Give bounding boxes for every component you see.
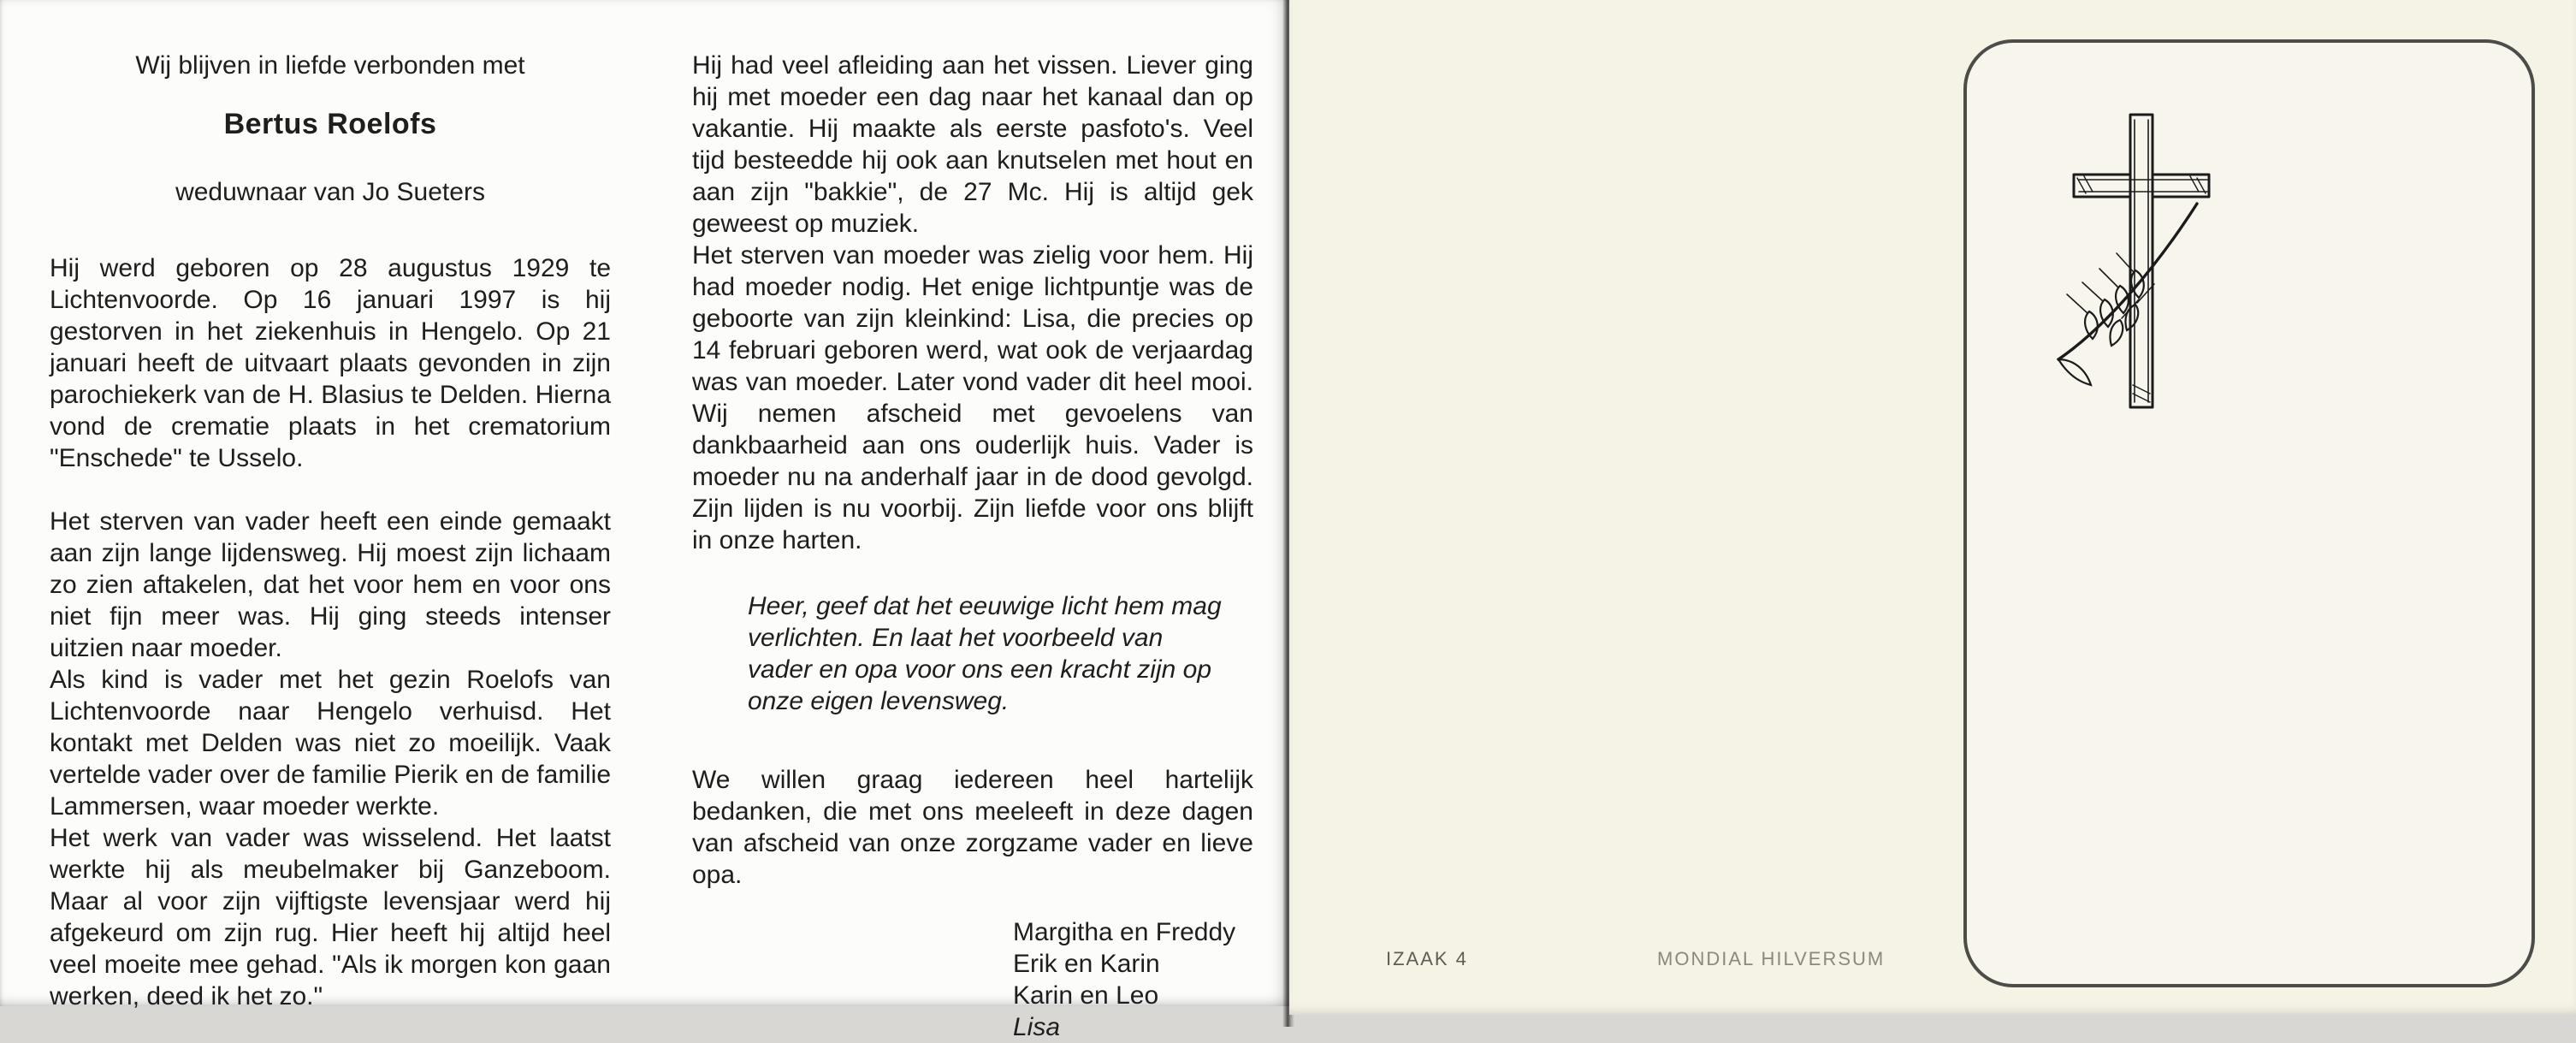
- publisher-code: IZAAK 4: [1386, 948, 1468, 969]
- cross-with-wheat-icon: [2029, 103, 2252, 428]
- biography-paragraph: Het sterven van vader heeft een einde gemaakt aan zijn lange lijdensweg. Hij moest zijn lichaam zo zien aftakelen, dat het voor hem en voor ons niet fijn meer was. Hij ging steeds intenser uitzien naar moeder.: [50, 507, 611, 662]
- biography-paragraph: Het werk van vader was wisselend. Het laatst werkte hij als meubelmaker bij Ganzeboom. Maar al voor zijn vijftigste levensjaar werd hij afgekeurd om zijn rug. Hier heeft hij altijd heel veel moeite mee gehad. "Als ik morgen kon gaan werken, deed ik het zo.": [50, 824, 611, 1010]
- publisher-name: MONDIAL HILVERSUM: [1657, 948, 1886, 969]
- prayer-text: Heer, geef dat het eeuwige licht hem mag verlichten. En laat het voorbeeld van vader en opa voor ons een kracht zijn op onze eigen levensweg.: [748, 592, 1222, 715]
- intro-line: Wij blijven in liefde verbonden met: [135, 51, 525, 80]
- biography-paragraph: Het sterven van moeder was zielig voor hem. Hij had moeder nodig. Het enige lichtpuntje was de geboorte van zijn kleinkind: Lisa, die precies op 14 februari geboren werd, wat ook de verjaardag was van moeder. Later vond vader dit heel mooi. Wij nemen afscheid met gevoelens van dankbaarheid aan ons ouderlijk huis. Vader is moeder nu na anderhalf jaar in de dood gevolgd. Zijn lijden is nu voorbij. Zijn liefde voor ons blijft in onze harten.: [692, 241, 1253, 554]
- signature-name: Karin en Leo: [1013, 981, 1159, 1010]
- biography-paragraph: Hij had veel afleiding aan het vissen. Liever ging hij met moeder een dag naar het kanaal dan op vakantie. Hij maakte als eerste pasfoto's. Veel tijd besteedde hij ook aan knutselen met hout en aan zijn "bakkie", de 27 Mc. Hij is altijd gek geweest op muziek.: [692, 51, 1253, 238]
- thanks-paragraph: We willen graag iedereen heel hartelijk bedanken, die met ons meeleeft in deze dagen van afscheid van onze zorgzame vader en lieve opa.: [692, 766, 1253, 889]
- biography-paragraph: Als kind is vader met het gezin Roelofs van Lichtenvoorde naar Hengelo verhuisd. Het kontakt met Delden was niet zo moeilijk. Vaak vertelde vader over de familie Pierik en de familie Lammersen, waar moeder werkte.: [50, 666, 611, 821]
- biography-paragraph: Hij werd geboren op 28 augustus 1929 te Lichtenvoorde. Op 16 januari 1997 is hij gestorven in het ziekenhuis in Hengelo. Op 21 januari heeft de uitvaart plaats gevonden in zijn parochiekerk van de H. Blasius te Delden. Hierna vond de crematie plaats in het crematorium "Enschede" te Usselo.: [50, 254, 611, 472]
- column-right: [692, 36, 1253, 1043]
- signature-name: Lisa: [1013, 1013, 1061, 1041]
- signature-name: Erik en Karin: [1013, 950, 1160, 978]
- deceased-name: Bertus Roelofs: [223, 108, 437, 140]
- text-page: [0, 0, 1289, 1041]
- column-left: [50, 36, 611, 1043]
- cover-page: [1289, 0, 2576, 1015]
- signature-name: Margitha en Freddy: [1013, 918, 1236, 946]
- widower-line: weduwnaar van Jo Sueters: [175, 178, 485, 206]
- signature-list: [1013, 916, 1253, 1043]
